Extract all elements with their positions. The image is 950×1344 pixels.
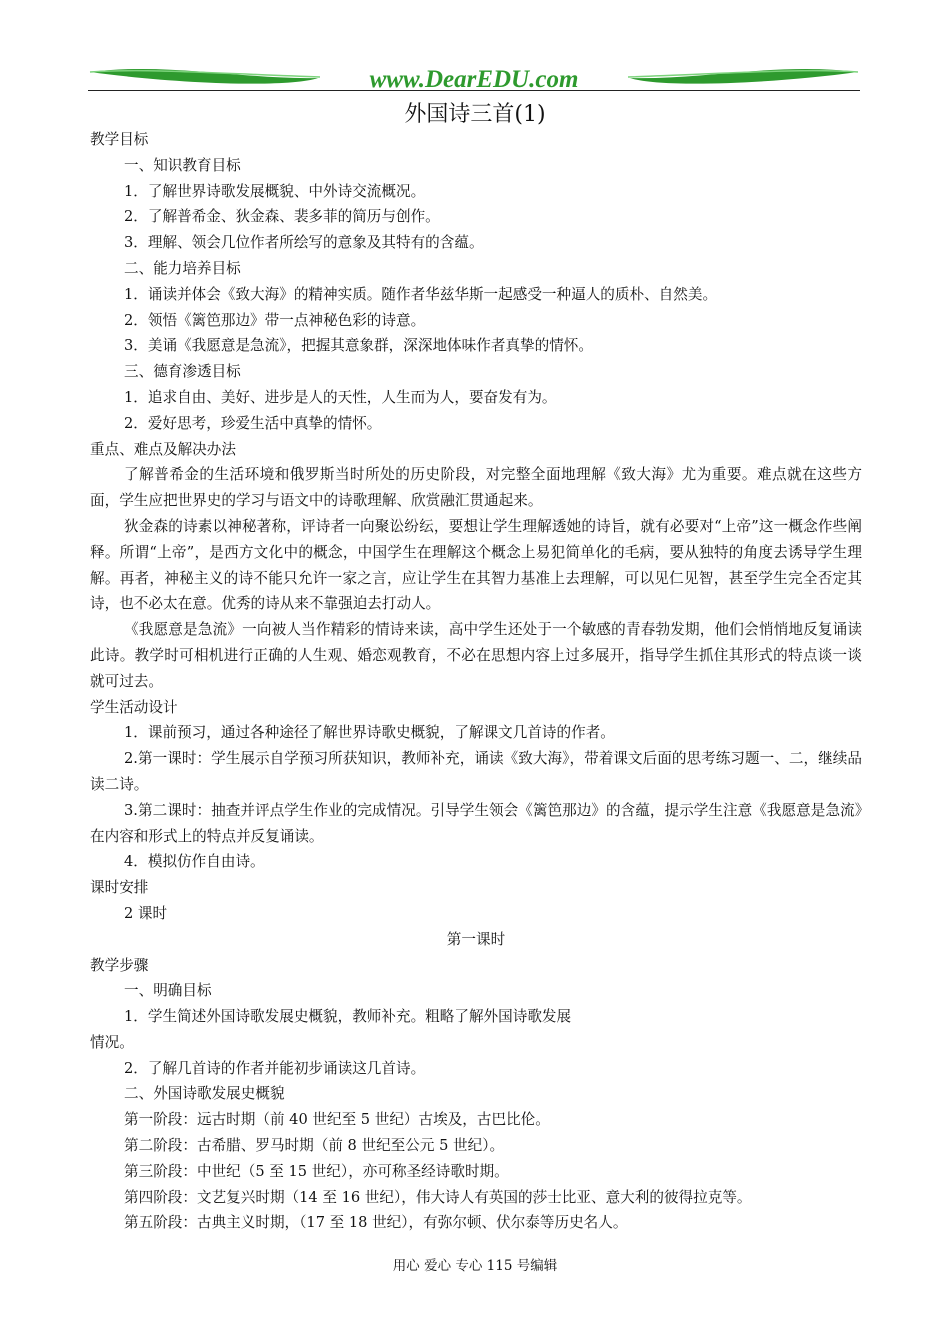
body-paragraph: 2．了解几首诗的作者并能初步诵读这几首诗。 xyxy=(124,1059,426,1077)
body-paragraph: 狄金森的诗素以神秘著称，评诗者一向聚讼纷纭，要想让学生理解透她的诗旨，就有必要对“上帝”这一概念作些阐释。所谓“上帝”，是西方文化中的概念，中国学生在理解这个概念上易犯简单化的毛病，要从独特的角度去诱导学生理解。再者，神秘主义的诗不能只允许一家之言，应让学生在其智力基准上去理解，可以见仁见智，甚至学生完全否定其诗，也不必太在意。优秀的诗从来不靠强迫去打动人。 xyxy=(90,517,862,613)
body-paragraph: 第五阶段：古典主义时期，（17 至 18 世纪），有弥尔顿、伏尔泰等历史名人。 xyxy=(124,1214,628,1232)
body-paragraph: 3．理解、领会几位作者所绘写的意象及其特有的含蕴。 xyxy=(124,234,484,252)
body-paragraph: 一、明确目标 xyxy=(124,982,212,1000)
body-paragraph: 3.第二课时：抽查并评点学生作业的完成情况。引导学生领会《篱笆那边》的含蕴，提示学生注意《我愿意是急流》在内容和形式上的特点并反复诵读。 xyxy=(90,801,862,845)
body-paragraph: 第三阶段：中世纪（5 至 15 世纪），亦可称圣经诗歌时期。 xyxy=(124,1162,509,1180)
body-paragraph: 了解普希金的生活环境和俄罗斯当时所处的历史阶段，对完整全面地理解《致大海》尤为重要。难点就在这些方面，学生应把世界史的学习与语文中的诗歌理解、欣赏融汇贯通起来。 xyxy=(90,466,862,510)
body-paragraph: 2．领悟《篱笆那边》带一点神秘色彩的诗意。 xyxy=(124,311,426,329)
body-paragraph: 《我愿意是急流》一向被人当作精彩的情诗来读，高中学生还处于一个敏感的青春勃发期，他们会悄悄地反复诵读此诗。教学时可相机进行正确的人生观、婚恋观教育，不必在思想内容上过多展开，指导学生抓住其形式的特点谈一谈就可过去。 xyxy=(90,621,862,690)
body-paragraph: 第二阶段：古希腊、罗马时期（前 8 世纪至公元 5 世纪）。 xyxy=(124,1137,505,1155)
body-paragraph: 三、德育渗透目标 xyxy=(124,363,241,381)
site-logo-banner xyxy=(88,58,860,98)
header-rule xyxy=(88,90,860,91)
section-heading: 学生活动设计 xyxy=(90,698,178,716)
body-paragraph: 二、能力培养目标 xyxy=(124,259,241,277)
body-paragraph: 4．模拟仿作自由诗。 xyxy=(124,853,265,871)
body-paragraph: 2.第一课时：学生展示自学预习所获知识，教师补充，诵读《致大海》，带着课文后面的思考练习题一、二，继续品读二诗。 xyxy=(90,750,862,793)
section-heading: 重点、难点及解决办法 xyxy=(90,440,236,458)
body-paragraph: 一、知识教育目标 xyxy=(124,156,241,174)
body-paragraph: 第一阶段：远古时期（前 40 世纪至 5 世纪）古埃及，古巴比伦。 xyxy=(124,1111,550,1129)
page-footer: 用心 爱心 专心 115 号编辑 xyxy=(392,1258,558,1274)
section-heading: 情况。 xyxy=(90,1033,134,1051)
lesson-heading: 第一课时 xyxy=(446,930,506,948)
logo-text: www.DearEDU.com xyxy=(369,66,579,93)
body-paragraph: 1．学生简述外国诗歌发展史概貌，教师补充。粗略了解外国诗歌发展 xyxy=(124,1008,572,1026)
body-paragraph: 2．爱好思考，珍爱生活中真挚的情怀。 xyxy=(124,414,382,432)
body-paragraph: 2 课时 xyxy=(124,904,168,922)
body-paragraph: 1．了解世界诗歌发展概貌、中外诗交流概况。 xyxy=(124,182,426,200)
document-title: 外国诗三首(1) xyxy=(404,102,546,127)
section-heading: 课时安排 xyxy=(90,879,149,897)
body-paragraph: 3．美诵《我愿意是急流》，把握其意象群，深深地体味作者真挚的情怀。 xyxy=(124,337,593,355)
section-heading: 教学步骤 xyxy=(90,956,149,974)
body-paragraph: 二、外国诗歌发展史概貌 xyxy=(124,1085,285,1103)
logo-swoosh-icon xyxy=(88,58,860,98)
document-body xyxy=(90,127,862,1236)
section-heading: 教学目标 xyxy=(90,131,149,148)
body-paragraph: 1．追求自由、美好、进步是人的天性，人生而为人，要奋发有为。 xyxy=(124,388,557,406)
body-paragraph: 1．课前预习，通过各种途径了解世界诗歌史概貌，了解课文几首诗的作者。 xyxy=(124,724,615,742)
body-paragraph: 1．诵读并体会《致大海》的精神实质。随作者华兹华斯一起感受一种逼人的质朴、自然美。 xyxy=(124,285,718,303)
body-paragraph: 2．了解普希金、狄金森、裴多菲的简历与创作。 xyxy=(124,208,440,226)
body-paragraph: 第四阶段：文艺复兴时期（14 至 16 世纪），伟大诗人有英国的莎士比亚、意大利的彼得拉克等。 xyxy=(124,1188,752,1206)
